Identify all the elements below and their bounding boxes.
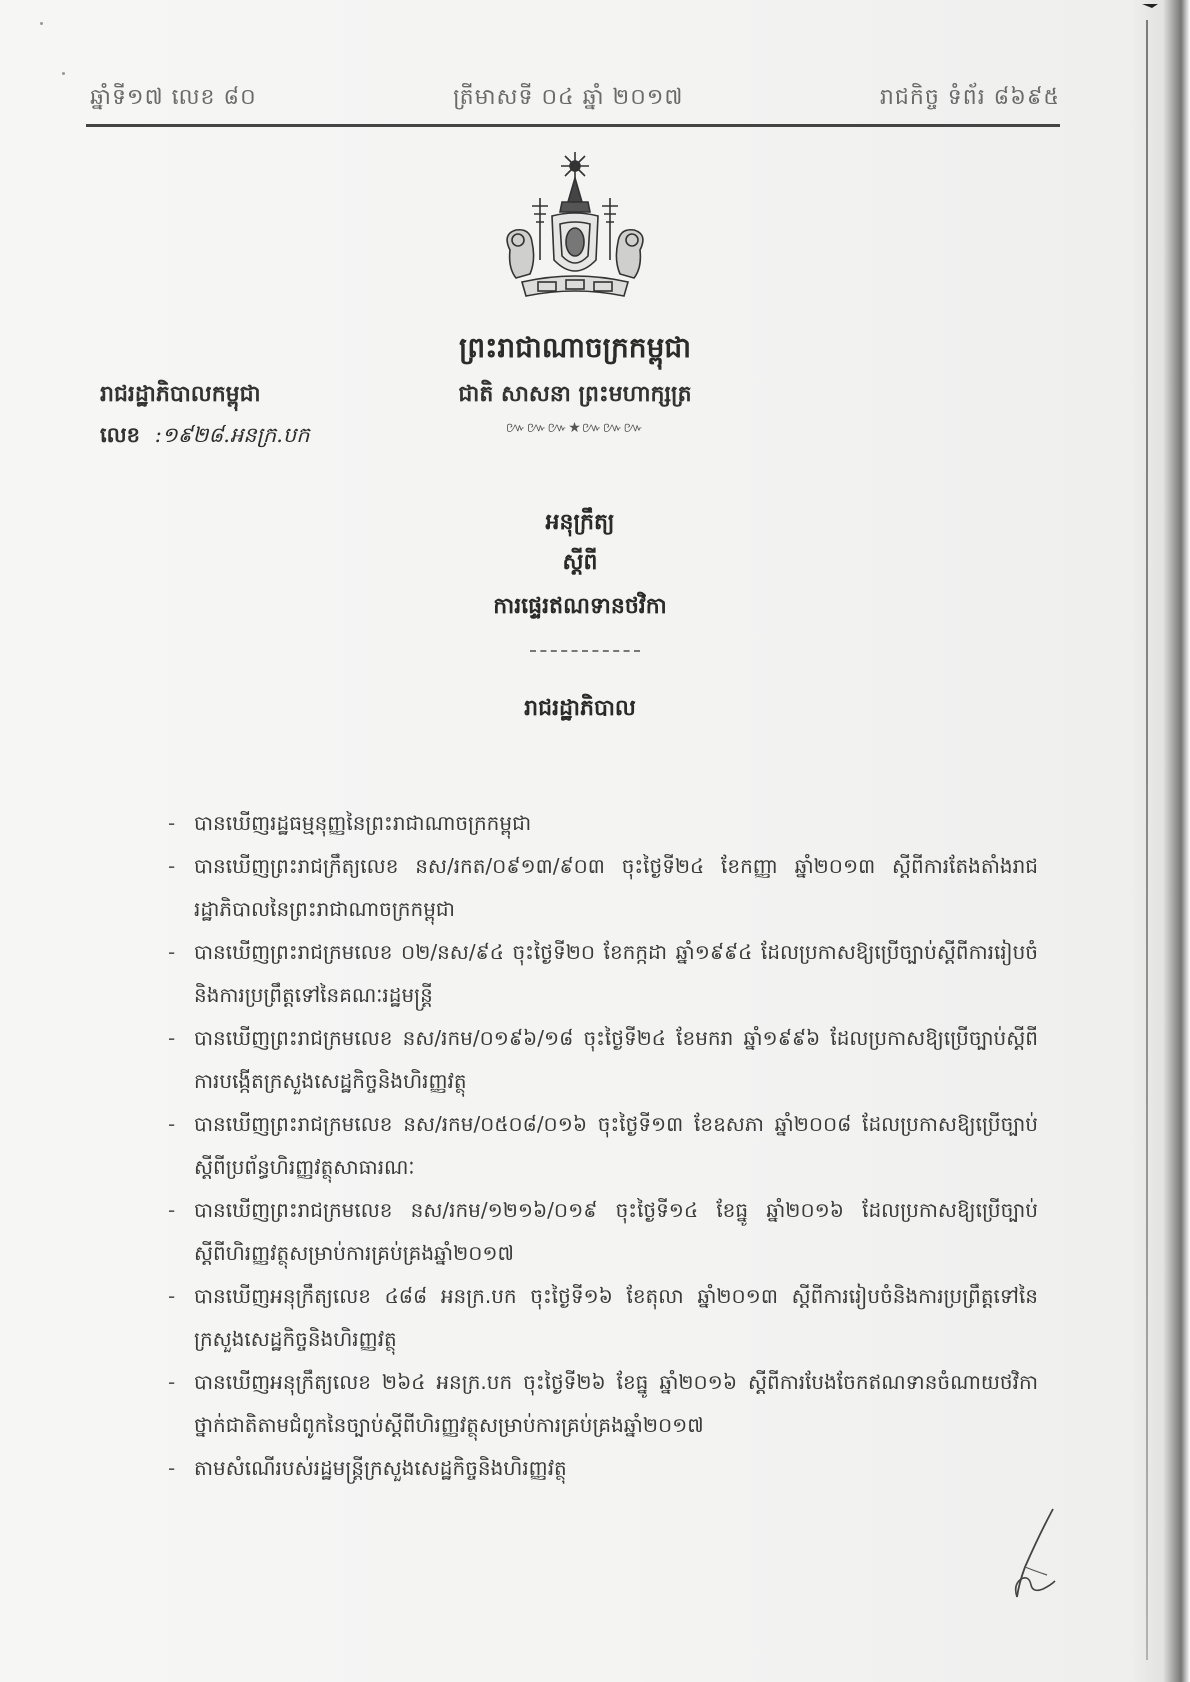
recital-item [168,802,1038,845]
bullet-dash: - [168,854,176,878]
recital-item [168,1189,1038,1275]
scan-speck [62,72,65,75]
recital-text: បានឃើញព្រះរាជក្រមលេខ នស/រកម/១២១៦/០១៩ ចុះថ្ងៃទី១៤ ខែធ្នូ ឆ្នាំ២០១៦ ដែលប្រកាសឱ្យប្រើច្បាប់ស្តីពីហិរញ្ញវត្ថុសម្រាប់ការគ្រប់គ្រងឆ្នាំ២០១៧ [194,1198,1038,1265]
gazette-header [90,82,1060,116]
recital-text: តាមសំណើរបស់រដ្ឋមន្ត្រីក្រសួងសេដ្ឋកិច្ចនិងហិរញ្ញវត្ថុ [194,1456,567,1480]
document-type: អនុក្រឹត្យ [545,510,615,535]
recitals-list [168,802,1038,1490]
bullet-dash: - [168,811,176,835]
kingdom-title: ព្រះរាជាណាចក្រកម្ពុជា [458,331,691,364]
document-about: ស្តីពី [562,550,598,575]
royal-emblem-icon [490,150,660,320]
scan-shadow-edge [1130,0,1190,1682]
recital-text: បានឃើញព្រះរាជក្រមលេខ ០២/នស/៩៤ ចុះថ្ងៃទី២០ ខែកក្កដា ឆ្នាំ១៩៩៤ ដែលប្រកាសឱ្យប្រើច្បាប់ស្តីពីការរៀបចំនិងការប្រព្រឹត្តទៅនៃគណៈរដ្ឋមន្ត្រី [194,940,1038,1007]
bullet-dash: - [168,940,176,964]
recital-text: បានឃើញអនុក្រឹត្យលេខ ៤៨៨ អនក្រ.បក ចុះថ្ងៃទី១៦ ខែតុលា ឆ្នាំ២០១៣ ស្តីពីការរៀបចំនិងការប្រព្រឹត្តទៅនៃក្រសួងសេដ្ឋកិច្ចនិងហិរញ្ញវត្ថុ [194,1284,1038,1351]
bullet-dash: - [168,1026,176,1050]
title-separator [530,650,640,654]
signature-initial-icon [995,1505,1075,1605]
gazette-quarter: ត្រីមាសទី ០៤ ឆ្នាំ ២០១៧ [453,85,684,110]
recital-text: បានឃើញព្រះរាជក្រឹត្យលេខ នស/រកត/០៩១៣/៩០៣ ចុះថ្ងៃទី២៤ ខែកញ្ញា ឆ្នាំ២០១៣ ស្តីពីការតែងតាំងរាជរដ្ឋាភិបាលនៃព្រះរាជាណាចក្រកម្ពុជា [194,854,1038,921]
issuing-body: រាជរដ្ឋាភិបាលកម្ពុជា [100,382,261,407]
recital-item [168,1275,1038,1361]
recital-item [168,931,1038,1017]
recital-item [168,1447,1038,1490]
recital-item [168,1103,1038,1189]
recital-text: បានឃើញអនុក្រឹត្យលេខ ២៦៤ អនក្រ.បក ចុះថ្ងៃទី២៦ ខែធ្នូ ឆ្នាំ២០១៦ ស្តីពីការបែងចែកឥណទានចំណាយថវិកាថ្នាក់ជាតិតាមជំពូកនៃច្បាប់ស្តីពីហិរញ្ញវត្ថុសម្រាប់ការគ្រប់គ្រងឆ្នាំ២០១៧ [194,1370,1038,1437]
national-motto: ជាតិ សាសនា ព្រះមហាក្សត្រ [458,382,692,407]
scan-speck [40,22,43,25]
document-subject: ការផ្ទេរឥណទានថវិកា [493,594,667,619]
bullet-dash: - [168,1112,176,1136]
header-rule [86,124,1060,127]
bullet-dash: - [168,1370,176,1394]
gazette-page: រាជកិច្ច ទំព័រ ៨៦៩៥ [879,85,1060,110]
reference-number [100,422,310,453]
bullet-dash: - [168,1198,176,1222]
reference-value: :១៩២៨.អនក្រ.បក [154,423,310,447]
reference-label: លេខ [100,423,140,447]
recital-text: បានឃើញព្រះរាជក្រមលេខ នស/រកម/០១៩៦/១៨ ចុះថ្ងៃទី២៤ ខែមករា ឆ្នាំ១៩៩៦ ដែលប្រកាសឱ្យប្រើច្បាប់ស្តីពីការបង្កើតក្រសួងសេដ្ឋកិច្ចនិងហិរញ្ញវត្ថុ [194,1026,1038,1093]
scan-edge-line [1146,20,1148,1660]
ornament-divider: ៚៚៚★៚៚៚ [505,420,645,436]
gazette-issue: ឆ្នាំទី១៧ លេខ ៨០ [90,85,257,110]
recital-text: បានឃើញព្រះរាជក្រមលេខ នស/រកម/០៥០៨/០១៦ ចុះថ្ងៃទី១៣ ខែឧសភា ឆ្នាំ២០០៨ ដែលប្រកាសឱ្យប្រើច្បាប់ស្តីពីប្រព័ន្ធហិរញ្ញវត្ថុសាធារណៈ [194,1112,1038,1179]
recital-item [168,1361,1038,1447]
document-issuer: រាជរដ្ឋាភិបាល [524,696,636,721]
recital-item [168,1017,1038,1103]
recital-text: បានឃើញរដ្ឋធម្មនុញ្ញនៃព្រះរាជាណាចក្រកម្ពុជា [194,811,532,835]
recital-item [168,845,1038,931]
corner-mark [1140,0,1160,20]
bullet-dash: - [168,1284,176,1308]
bullet-dash: - [168,1456,176,1480]
